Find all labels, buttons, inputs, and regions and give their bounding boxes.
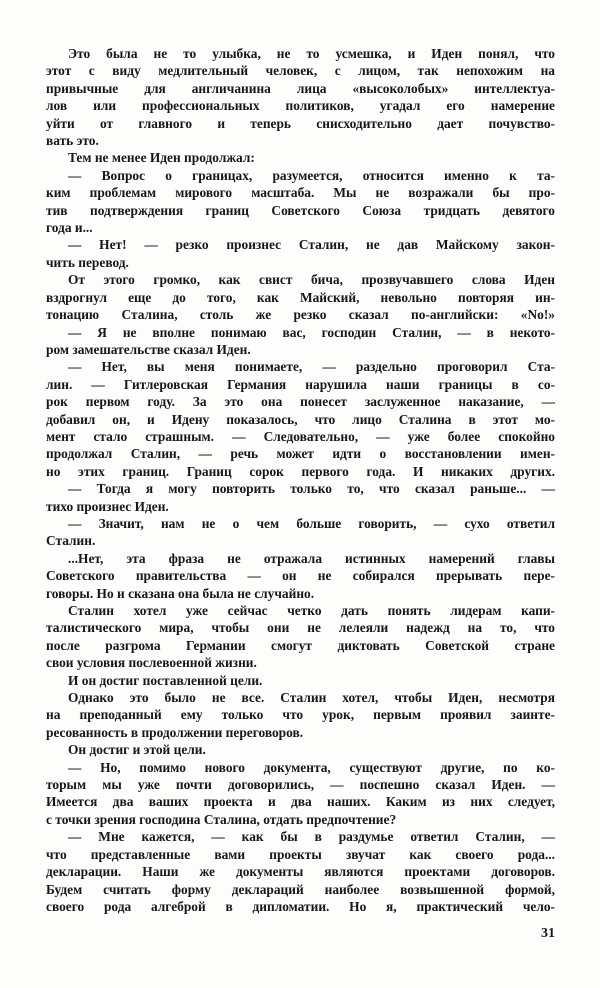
text-line: торым мы уже почти договорились, — поспешно сказал Иден. — [46, 777, 555, 793]
text-line: ром замешательстве сказал Иден. [46, 341, 251, 357]
text-line: после разгрома Германии смогут диктовать Советской стране [46, 637, 555, 653]
text-line: Будем считать форму деклараций наиболее возвышенной формой, [46, 881, 555, 897]
text-line: Сталин хотел уже сейчас четко дать понять лидерам капи- [68, 603, 555, 618]
text-line: продолжал Сталин, — речь может идти о восстановлении имен- [46, 446, 555, 462]
text-line: мент стало страшным. — Следовательно, — уже более спокойно [46, 428, 555, 444]
text-line: Это была не то улыбка, не то усмешка, и Иден понял, что [68, 46, 555, 61]
text-line: вздрогнул еще до того, как Майский, невольно повторяя ин- [46, 289, 555, 305]
text-line: лин. — Гитлеровская Германия нарушила наши границы в со- [46, 376, 555, 392]
text-line: лов или профессиональных политиков, угадал его намерение [46, 98, 555, 114]
text-line: с точки зрения господина Сталина, отдать предпочтение? [46, 811, 397, 827]
text-line: своего рода алгеброй в дипломатии. Но я, практический чело- [46, 898, 555, 914]
page-number: 31 [541, 926, 555, 941]
text-line: свои условия послевоенной жизни. [46, 655, 257, 671]
text-line: — Тогда я могу повторить только то, что сказал раньше... — [68, 481, 555, 497]
text-line: ким проблемам мирового масштаба. Мы не возражали бы про- [46, 185, 555, 201]
text-line: года и... [46, 220, 93, 236]
text-line: Имеется два ваших проекта и два наших. Каким из них следует, [46, 794, 555, 810]
text-line: чить перевод. [46, 254, 129, 270]
text-line: Сталин. [46, 533, 96, 549]
text-line: талистического мира, чтобы они не лелеяли надежд на то, что [46, 620, 555, 636]
text-line: — Нет, вы меня понимаете, — раздельно проговорил Ста- [68, 359, 555, 375]
text-line: добавил он, и Идену показалось, что лицо Сталина в этот мо- [46, 411, 555, 427]
text-line: тихо произнес Иден. [46, 498, 169, 514]
text-line: этот с виду медлительный человек, с лицом, так непохожим на [46, 63, 555, 79]
text-line: — Мне кажется, — как бы в раздумье ответил Сталин, — [68, 829, 555, 845]
text-line: привычные для англичанина лица «высоколобых» интеллектуа- [46, 80, 555, 96]
text-line: Однако это было не все. Сталин хотел, чтобы Иден, несмотря [68, 690, 555, 706]
text-line: вать это. [46, 133, 99, 149]
text-line: ресованность в продолжении переговоров. [46, 724, 304, 740]
text-line: Тем не менее Иден продолжал: [68, 150, 255, 166]
text-line: что представленные вами проекты звучат как своего рода... [46, 846, 555, 862]
text-line: тив подтверждения границ Советского Союза тридцать девятого [46, 202, 555, 218]
text-line: — Но, помимо нового документа, существуют другие, по ко- [68, 759, 555, 775]
text-line: — Я не вполне понимаю вас, господин Сталин, — в некото- [68, 324, 555, 340]
text-line: но этих границ. Границ сорок первого года. И никаких других. [46, 463, 555, 479]
text-line: тонацию Сталина, столь же резко сказал по-английски: «No!» [46, 307, 555, 323]
text-line: И он достиг поставленной цели. [68, 672, 263, 688]
text-line: От этого громко, как свист бича, прозвучавшего слова Иден [68, 272, 555, 288]
text-line: рок первом году. За это она понесет заслуженное наказание, — [46, 394, 555, 410]
text-line: на преподанный ему только что урок, первым проявил заинте- [46, 707, 555, 723]
text-block [46, 45, 555, 915]
text-line: — Нет! — резко произнес Сталин, не дав Майскому закон- [68, 237, 555, 253]
text-line: ...Нет, эта фраза не отражала истинных намерений главы [68, 550, 555, 566]
text-line: говоры. Но и сказана она была не случайно. [46, 585, 315, 601]
text-line: декларации. Наши же документы являются проектами договоров. [46, 864, 555, 880]
text-line: уйти от главного и теперь снисходительно дает почувство- [46, 115, 555, 131]
text-line: Он достиг и этой цели. [68, 742, 206, 758]
text-line: — Вопрос о границах, разумеется, относится именно к та- [68, 167, 555, 183]
text-line: — Значит, нам не о чем больше говорить, — сухо ответил [68, 515, 555, 531]
text-line: Советского правительства — он не собирался прерывать пере- [46, 568, 555, 584]
